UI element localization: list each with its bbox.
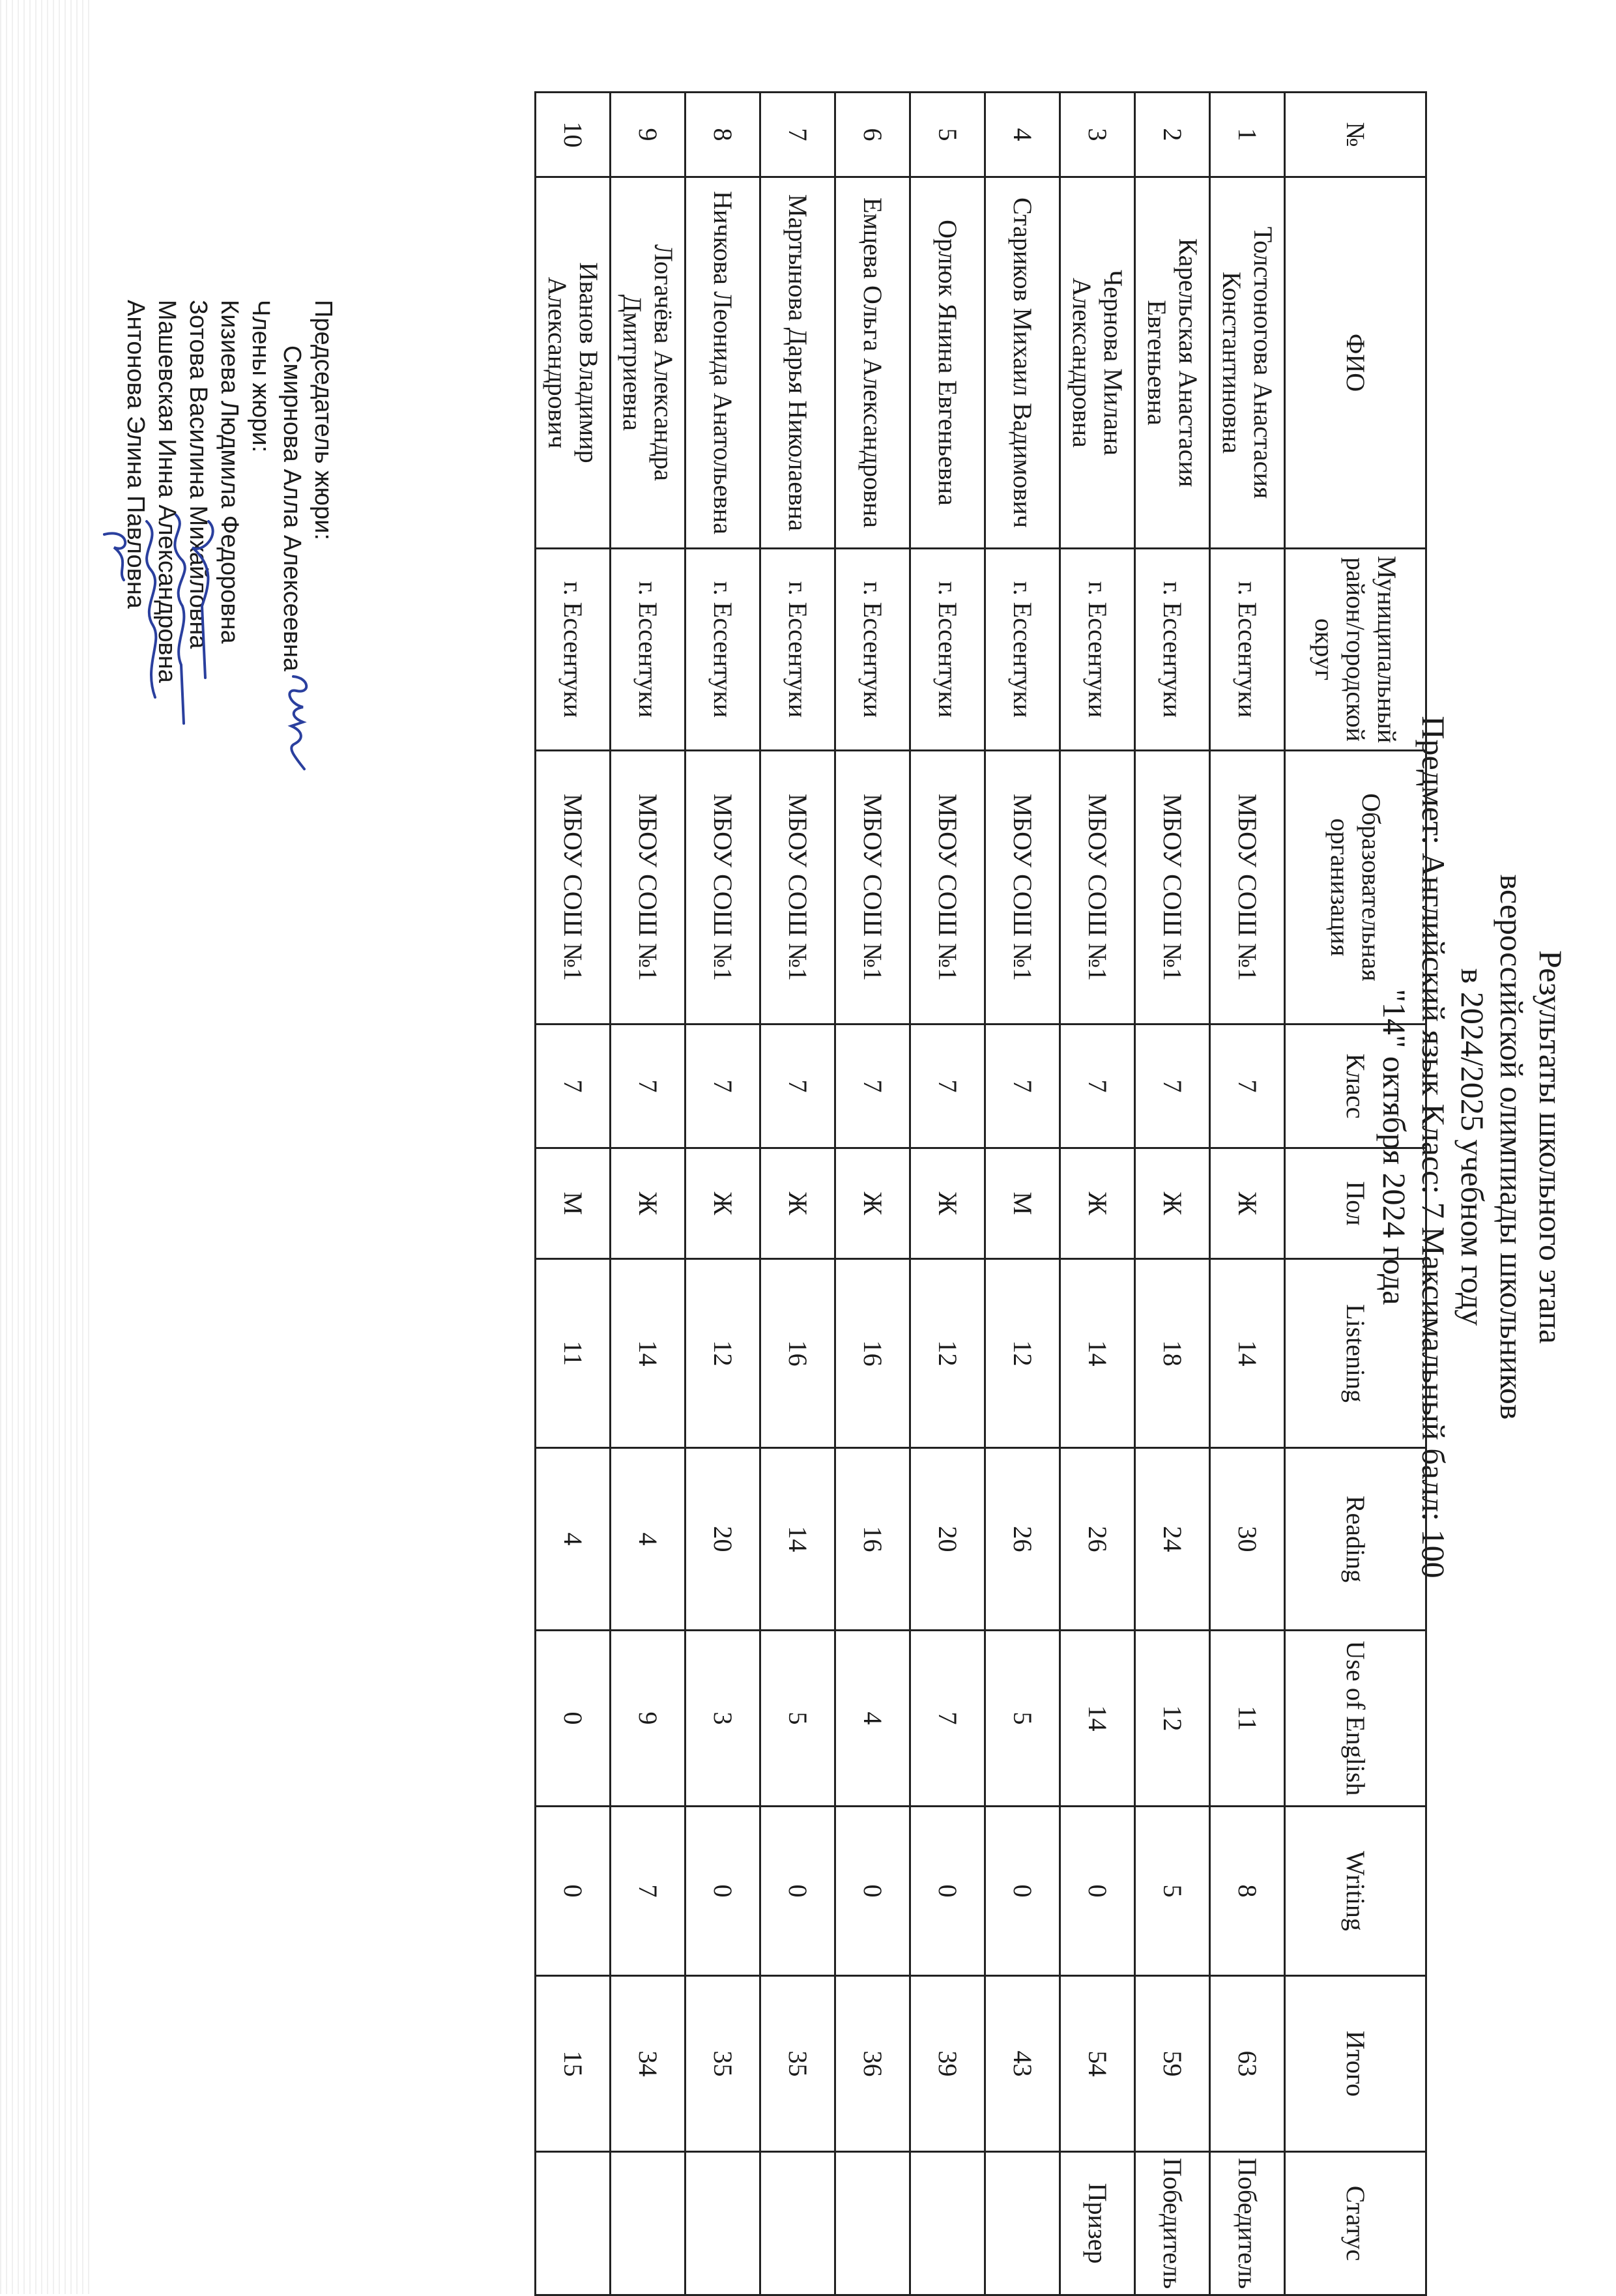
- cell-status: Призер: [1060, 2152, 1135, 2295]
- cell-fio: Емцева Ольга Александровна: [835, 177, 910, 549]
- cell-use-of-english: 5: [985, 1631, 1060, 1807]
- cell-reading: 20: [685, 1448, 760, 1631]
- col-header-grade: Класс: [1285, 1024, 1426, 1148]
- cell-org: МБОУ СОШ №1: [835, 751, 910, 1024]
- header-year: в 2024/2025 учебном году: [1454, 968, 1491, 1326]
- cell-use-of-english: 5: [760, 1631, 835, 1807]
- cell-reading: 26: [1060, 1448, 1135, 1631]
- results-table: [534, 91, 1427, 2296]
- cell-listening: 18: [1135, 1259, 1210, 1448]
- col-header-district: Муниципальный район/городской округ: [1285, 549, 1426, 751]
- cell-writing: 0: [760, 1807, 835, 1976]
- cell-grade: 7: [1135, 1024, 1210, 1148]
- cell-sex: Ж: [835, 1148, 910, 1259]
- cell-status: Победитель: [1135, 2152, 1210, 2295]
- cell-num: 4: [985, 93, 1060, 177]
- cell-org: МБОУ СОШ №1: [910, 751, 985, 1024]
- cell-sex: М: [536, 1148, 611, 1259]
- cell-grade: 7: [611, 1024, 685, 1148]
- header-subtitle: всероссийской олимпиады школьников: [1493, 874, 1530, 1420]
- cell-num: 8: [685, 93, 760, 177]
- table-row: [1060, 93, 1135, 2295]
- col-header-total: Итого: [1285, 1976, 1426, 2152]
- cell-status: [835, 2152, 910, 2295]
- table-row: [985, 93, 1060, 2295]
- cell-org: МБОУ СОШ №1: [536, 751, 611, 1024]
- jury-chair-name: Смирнова Алла Алексеевна: [278, 345, 306, 672]
- cell-district: г. Ессентуки: [685, 549, 760, 751]
- cell-use-of-english: 3: [685, 1631, 760, 1807]
- cell-total: 63: [1210, 1976, 1285, 2152]
- cell-district: г. Ессентуки: [1060, 549, 1135, 751]
- cell-grade: 7: [685, 1024, 760, 1148]
- col-header-reading: Reading: [1285, 1448, 1426, 1631]
- cell-fio: Иванов Владимир Александрович: [536, 177, 611, 549]
- jury-chair-label: Председатель жюри:: [310, 300, 337, 540]
- cell-writing: 0: [536, 1807, 611, 1976]
- table-row: [760, 93, 835, 2295]
- cell-use-of-english: 12: [1135, 1631, 1210, 1807]
- members-signatures: [98, 508, 228, 782]
- cell-grade: 7: [1210, 1024, 1285, 1148]
- cell-writing: 0: [985, 1807, 1060, 1976]
- table-row: [611, 93, 685, 2295]
- cell-status: Победитель: [1210, 2152, 1285, 2295]
- cell-reading: 24: [1135, 1448, 1210, 1631]
- col-header-writing: Writing: [1285, 1807, 1426, 1976]
- cell-reading: 16: [835, 1448, 910, 1631]
- cell-district: г. Ессентуки: [536, 549, 611, 751]
- cell-org: МБОУ СОШ №1: [760, 751, 835, 1024]
- cell-reading: 4: [611, 1448, 685, 1631]
- cell-reading: 20: [910, 1448, 985, 1631]
- cell-fio: Орлюк Янина Евгеньевна: [910, 177, 985, 549]
- cell-sex: Ж: [1060, 1148, 1135, 1259]
- cell-num: 1: [1210, 93, 1285, 177]
- cell-fio: Толстоногова Анастасия Константиновна: [1210, 177, 1285, 549]
- table-row: [1210, 93, 1285, 2295]
- table-row: [685, 93, 760, 2295]
- cell-use-of-english: 9: [611, 1631, 685, 1807]
- cell-total: 15: [536, 1976, 611, 2152]
- cell-listening: 14: [1060, 1259, 1135, 1448]
- cell-org: МБОУ СОШ №1: [985, 751, 1060, 1024]
- col-header-org: Образовательная организация: [1285, 751, 1426, 1024]
- cell-writing: 8: [1210, 1807, 1285, 1976]
- cell-listening: 12: [910, 1259, 985, 1448]
- cell-num: 10: [536, 93, 611, 177]
- cell-sex: М: [985, 1148, 1060, 1259]
- cell-listening: 16: [835, 1259, 910, 1448]
- cell-total: 34: [611, 1976, 685, 2152]
- cell-writing: 0: [685, 1807, 760, 1976]
- cell-grade: 7: [985, 1024, 1060, 1148]
- cell-total: 35: [685, 1976, 760, 2152]
- cell-total: 39: [910, 1976, 985, 2152]
- cell-org: МБОУ СОШ №1: [611, 751, 685, 1024]
- cell-district: г. Ессентуки: [835, 549, 910, 751]
- cell-listening: 12: [985, 1259, 1060, 1448]
- cell-status: [685, 2152, 760, 2295]
- cell-num: 9: [611, 93, 685, 177]
- jury-member: Машевская Инна Александровна: [153, 300, 180, 683]
- cell-org: МБОУ СОШ №1: [1135, 751, 1210, 1024]
- cell-writing: 0: [835, 1807, 910, 1976]
- cell-grade: 7: [536, 1024, 611, 1148]
- col-header-num: №: [1285, 93, 1426, 177]
- cell-sex: Ж: [1210, 1148, 1285, 1259]
- jury-member: Кизиева Людмила Федоровна: [216, 300, 243, 644]
- cell-use-of-english: 4: [835, 1631, 910, 1807]
- cell-reading: 14: [760, 1448, 835, 1631]
- cell-total: 54: [1060, 1976, 1135, 2152]
- col-header-fio: ФИО: [1285, 177, 1426, 549]
- cell-total: 59: [1135, 1976, 1210, 2152]
- cell-num: 5: [910, 93, 985, 177]
- cell-fio: Логачёва Александра Дмитриевна: [611, 177, 685, 549]
- table-row: [1135, 93, 1210, 2295]
- cell-total: 36: [835, 1976, 910, 2152]
- cell-use-of-english: 7: [910, 1631, 985, 1807]
- cell-district: г. Ессентуки: [611, 549, 685, 751]
- cell-reading: 26: [985, 1448, 1060, 1631]
- cell-district: г. Ессентуки: [985, 549, 1060, 751]
- cell-org: МБОУ СОШ №1: [685, 751, 760, 1024]
- cell-listening: 14: [1210, 1259, 1285, 1448]
- cell-grade: 7: [1060, 1024, 1135, 1148]
- cell-fio: Стариков Михаил Вадимович: [985, 177, 1060, 549]
- cell-grade: 7: [760, 1024, 835, 1148]
- cell-sex: Ж: [611, 1148, 685, 1259]
- cell-writing: 5: [1135, 1807, 1210, 1976]
- cell-status: [611, 2152, 685, 2295]
- cell-use-of-english: 11: [1210, 1631, 1285, 1807]
- chair-signature: [277, 671, 323, 776]
- cell-grade: 7: [910, 1024, 985, 1148]
- cell-num: 3: [1060, 93, 1135, 177]
- header-subject: Предмет: Английский язык Класс: 7 Максимальный балл: 100: [1415, 716, 1452, 1578]
- cell-district: г. Ессентуки: [760, 549, 835, 751]
- cell-reading: 4: [536, 1448, 611, 1631]
- cell-num: 7: [760, 93, 835, 177]
- cell-listening: 14: [611, 1259, 685, 1448]
- jury-members-label: Члены жюри:: [247, 300, 274, 453]
- header-date: "14" октября 2024 года: [1376, 989, 1413, 1305]
- cell-sex: Ж: [685, 1148, 760, 1259]
- cell-fio: Чернова Милана Александровна: [1060, 177, 1135, 549]
- cell-use-of-english: 14: [1060, 1631, 1135, 1807]
- table-header-row: [1285, 93, 1426, 2295]
- cell-writing: 0: [910, 1807, 985, 1976]
- cell-writing: 0: [1060, 1807, 1135, 1976]
- cell-district: г. Ессентуки: [1210, 549, 1285, 751]
- table-row: [536, 93, 611, 2295]
- col-header-sex: Пол: [1285, 1148, 1426, 1259]
- cell-total: 35: [760, 1976, 835, 2152]
- cell-status: [536, 2152, 611, 2295]
- cell-reading: 30: [1210, 1448, 1285, 1631]
- cell-use-of-english: 0: [536, 1631, 611, 1807]
- cell-fio: Мартынова Дарья Николаевна: [760, 177, 835, 549]
- cell-listening: 11: [536, 1259, 611, 1448]
- jury-member: Антонова Элина Павловна: [122, 300, 149, 609]
- table-row: [835, 93, 910, 2295]
- cell-sex: Ж: [910, 1148, 985, 1259]
- cell-fio: Карельская Анастасия Евгеньевна: [1135, 177, 1210, 549]
- cell-district: г. Ессентуки: [1135, 549, 1210, 751]
- cell-status: [985, 2152, 1060, 2295]
- cell-writing: 7: [611, 1807, 685, 1976]
- cell-listening: 12: [685, 1259, 760, 1448]
- table-row: [910, 93, 985, 2295]
- col-header-listening: Listening: [1285, 1259, 1426, 1448]
- cell-org: МБОУ СОШ №1: [1210, 751, 1285, 1024]
- cell-district: г. Ессентуки: [910, 549, 985, 751]
- col-header-status: Статус: [1285, 2152, 1426, 2295]
- cell-num: 6: [835, 93, 910, 177]
- cell-status: [760, 2152, 835, 2295]
- cell-fio: Ничкова Леонида Анатольевна: [685, 177, 760, 549]
- cell-num: 2: [1135, 93, 1210, 177]
- cell-status: [910, 2152, 985, 2295]
- cell-grade: 7: [835, 1024, 910, 1148]
- cell-org: МБОУ СОШ №1: [1060, 751, 1135, 1024]
- cell-total: 43: [985, 1976, 1060, 2152]
- jury-member: Зотова Василина Михайловна: [184, 300, 212, 649]
- cell-listening: 16: [760, 1259, 835, 1448]
- header-title: Результаты школьного этапа: [1533, 950, 1569, 1344]
- cell-sex: Ж: [1135, 1148, 1210, 1259]
- col-header-use-of-english: Use of English: [1285, 1631, 1426, 1807]
- cell-sex: Ж: [760, 1148, 835, 1259]
